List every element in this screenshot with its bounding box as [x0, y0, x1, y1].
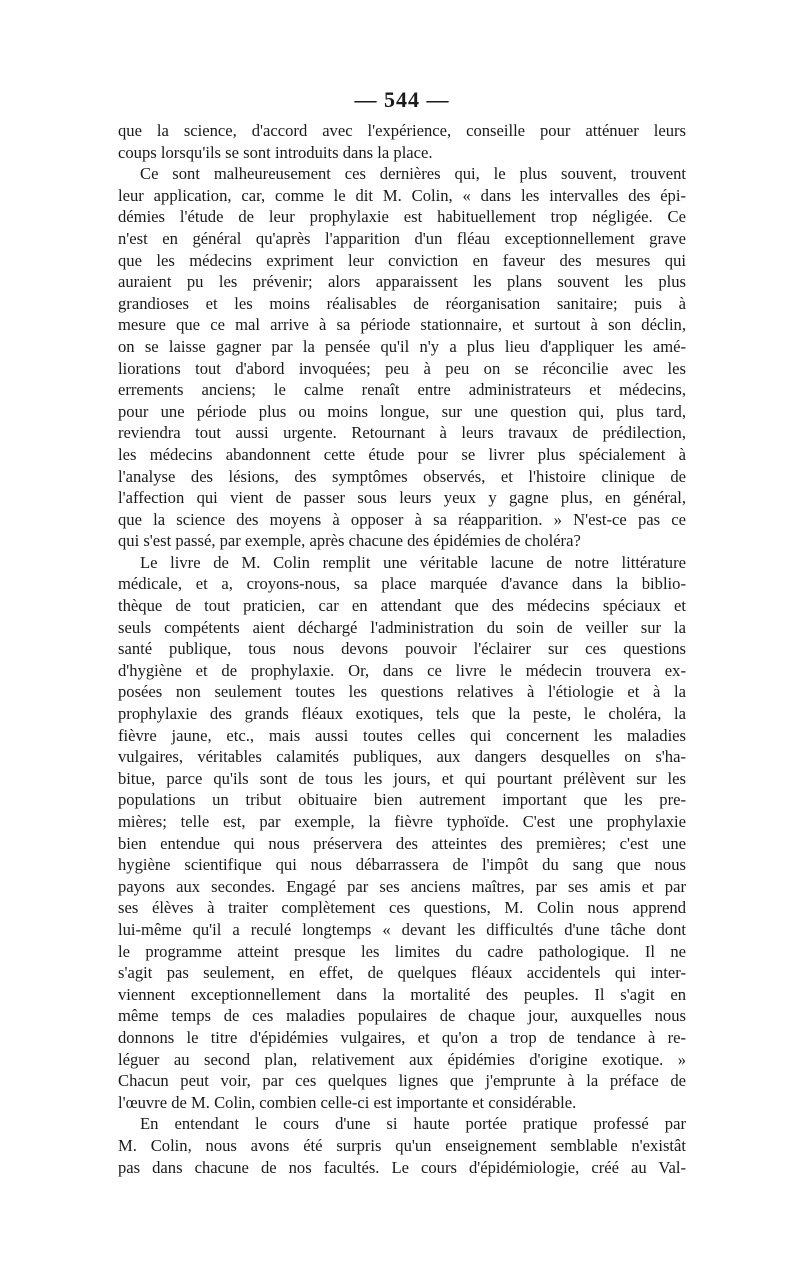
text-line: pas dans chacune de nos facultés. Le cours d'épidémiologie, créé au Val-	[118, 1157, 686, 1177]
text-line: M. Colin, nous avons été surpris qu'un enseignement semblable n'existât	[118, 1135, 686, 1155]
text-line: l'analyse des lésions, des symptômes observés, et l'histoire clinique de	[118, 466, 686, 486]
text-line: posées non seulement toutes les questions relatives à l'étiologie et à la	[118, 682, 686, 702]
text-line: mières; telle est, par exemple, la fièvre typhoïde. C'est une prophylaxie	[118, 812, 686, 831]
text-line: bien entendue qui nous préservera des atteintes des premières; c'est une	[118, 833, 686, 853]
text-line: qui s'est passé, par exemple, après chacune des épidémies de choléra?	[118, 531, 581, 551]
text-line: d'hygiène et de prophylaxie. Or, dans ce livre le médecin trouvera ex-	[118, 660, 686, 680]
text-line: vulgaires, véritables calamités publiques, aux dangers desquelles on s'ha-	[118, 747, 686, 767]
text-line: En entendant le cours d'une si haute portée pratique professé par	[140, 1114, 686, 1134]
text-line: errements anciens; le calme renaît entre administrateurs et médecins,	[118, 380, 686, 400]
text-line: le programme atteint presque les limites du cadre pathologique. Il ne	[118, 941, 686, 961]
text-line: Chacun peut voir, par ces quelques lignes que j'emprunte à la préface de	[118, 1071, 686, 1091]
text-line: seuls compétents aient déchargé l'administration du soin de veiller sur la	[118, 617, 686, 637]
text-line: donnons le titre d'épidémies vulgaires, et qu'on a trop de tendance à re-	[118, 1027, 686, 1047]
text-line: que la science, d'accord avec l'expérience, conseille pour atténuer leurs	[118, 121, 686, 140]
text-line: on se laisse gagner par la pensée qu'il n'y a plus lieu d'appliquer les amé-	[118, 336, 686, 356]
text-line: hygiène scientifique qui nous débarrassera de l'impôt du sang que nous	[118, 855, 686, 875]
book-page	[118, 88, 686, 1178]
text-line: Ce sont malheureusement ces dernières qui, le plus souvent, trouvent	[140, 164, 686, 184]
text-line: s'agit pas seulement, en effet, de quelques fléaux accidentels qui inter-	[118, 963, 686, 983]
text-line: santé publique, tous nous devons pouvoir l'éclairer sur ces questions	[118, 639, 686, 659]
page-number: — 544 —	[354, 87, 450, 112]
text-line: populations un tribut obituaire bien autrement important que les pre-	[118, 790, 686, 810]
text-line: léguer au second plan, relativement aux épidémies d'origine exotique. »	[118, 1049, 686, 1069]
text-line: que la science des moyens à opposer à sa réapparition. » N'est-ce pas ce	[118, 509, 686, 529]
text-line: que les médecins expriment leur conviction en faveur des mesures qui	[118, 250, 686, 270]
text-line: l'œuvre de M. Colin, combien celle-ci est importante et considérable.	[118, 1092, 577, 1112]
text-line: fièvre jaune, etc., mais aussi toutes celles qui concernent les maladies	[118, 725, 686, 745]
text-line: grandioses et les moins réalisables de réorganisation sanitaire; puis à	[118, 293, 686, 313]
text-line: médicale, et a, croyons-nous, sa place marquée d'avance dans la biblio-	[118, 574, 686, 594]
text-line: bitue, parce qu'ils sont de tous les jours, et qui pourtant prélèvent sur les	[118, 768, 686, 788]
text-line: démies l'étude de leur prophylaxie est habituellement trop négligée. Ce	[118, 207, 686, 227]
text-line: reviendra tout aussi urgente. Retournant à leurs travaux de prédilection,	[118, 423, 686, 443]
text-line: Le livre de M. Colin remplit une véritable lacune de notre littérature	[140, 552, 686, 572]
text-line: pour une période plus ou moins longue, sur une question qui, plus tard,	[118, 401, 686, 421]
text-line: leur application, car, comme le dit M. Colin, « dans les intervalles des épi-	[118, 185, 686, 205]
text-line: lui-même qu'il a reculé longtemps « devant les difficultés d'une tâche dont	[118, 919, 686, 939]
text-line: ses élèves à traiter complètement ces questions, M. Colin nous apprend	[118, 898, 686, 918]
text-line: liorations tout d'abord invoquées; peu à peu on se réconcilie avec les	[118, 358, 686, 378]
text-line: coups lorsqu'ils se sont introduits dans la place.	[118, 142, 433, 162]
text-line: mesure que ce mal arrive à sa période stationnaire, et surtout à son déclin,	[118, 315, 686, 335]
text-line: thèque de tout praticien, car en attendant que des médecins spéciaux et	[118, 596, 686, 616]
text-line: auraient pu les prévenir; alors apparaissent les plans souvent les plus	[118, 272, 686, 292]
text-line: les médecins abandonnent cette étude pour se livrer plus spécialement à	[118, 444, 686, 464]
text-line: payons aux secondes. Engagé par ses anciens maîtres, par ses amis et par	[118, 876, 686, 896]
body-text	[118, 120, 686, 1178]
text-line: viennent exceptionnellement dans la mortalité des peuples. Il s'agit en	[118, 984, 686, 1004]
text-line: même temps de ces maladies populaires de chaque jour, auxquelles nous	[118, 1006, 686, 1026]
text-line: n'est en général qu'après l'apparition d'un fléau exceptionnellement grave	[118, 228, 686, 248]
text-line: prophylaxie des grands fléaux exotiques, tels que la peste, le choléra, la	[118, 704, 686, 724]
text-line: l'affection qui vient de passer sous leurs yeux y gagne plus, en général,	[118, 488, 686, 508]
